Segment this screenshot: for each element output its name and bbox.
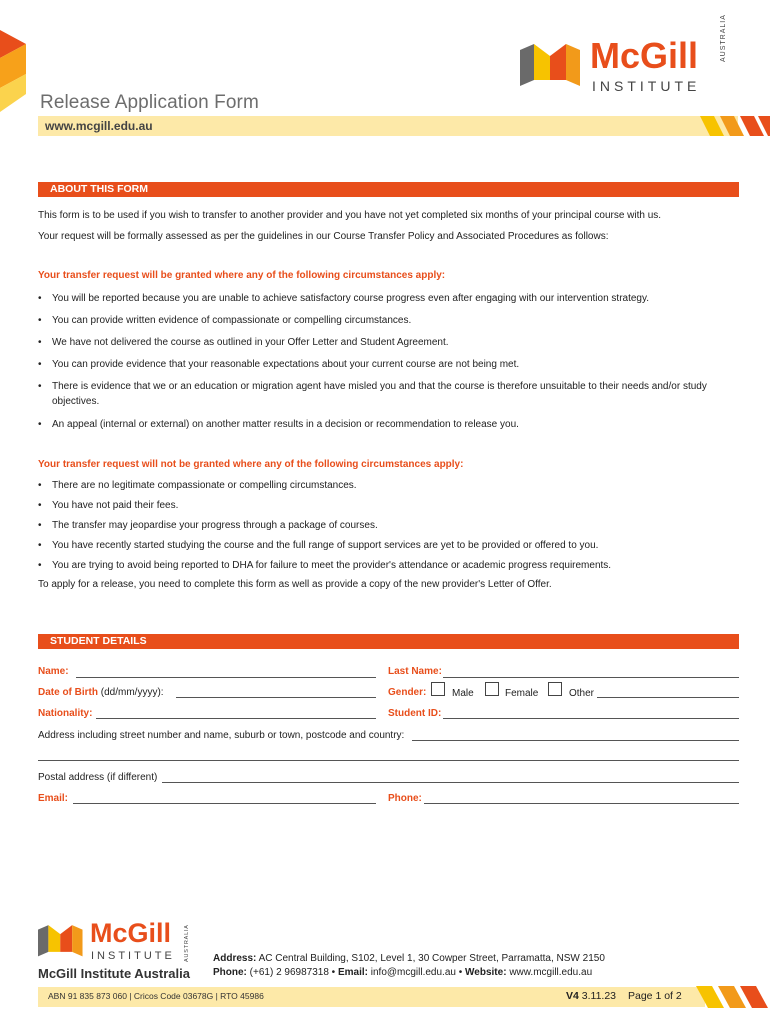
footer-address: Address: AC Central Building, S102, Level 1, 30 Cowper Street, Parramatta, NSW 2150 xyxy=(213,953,605,964)
footer-version-bar xyxy=(560,987,705,1007)
footer-logo xyxy=(38,918,198,966)
gender-female-label: Female xyxy=(505,688,539,699)
last-name-label: Last Name: xyxy=(388,666,442,677)
footer-contact: Phone: (+61) 2 96987318 • Email: info@mcgill.edu.au • Website: www.mcgill.edu.au xyxy=(213,967,593,978)
phone-label: Phone: xyxy=(388,793,422,804)
footer-abn-bar: ABN 91 835 873 060 | Cricos Code 03678G | RTO 45986 xyxy=(38,987,573,1007)
gender-other-checkbox[interactable] xyxy=(548,682,562,696)
logo-name: McGill xyxy=(590,35,699,76)
version-number: V4 xyxy=(566,990,579,1002)
address-field-line-2[interactable] xyxy=(38,760,739,761)
footer-website-link[interactable]: www.mcgill.edu.au xyxy=(509,967,593,978)
footer-org-name: McGill Institute Australia xyxy=(38,966,190,981)
gender-male-checkbox[interactable] xyxy=(431,682,445,696)
logo-country: AUSTRALIA xyxy=(720,14,727,62)
email-label: Email: xyxy=(38,793,69,804)
footer-logo-country: AUSTRALIA xyxy=(184,924,190,962)
email-field[interactable] xyxy=(73,803,376,804)
footer-logo-institute: INSTITUTE xyxy=(91,950,175,962)
website-banner xyxy=(38,116,738,136)
about-paragraph-1: This form is to be used if you wish to transfer to another provider and you have not yet completed six months of your principal course with us. xyxy=(38,210,662,221)
footer-email-link[interactable]: info@mcgill.edu.au xyxy=(370,967,456,978)
not-granted-heading: Your transfer request will not be granted where any of the following circumstances apply: xyxy=(38,459,464,470)
postal-address-field[interactable] xyxy=(162,782,739,783)
name-field[interactable] xyxy=(76,677,376,678)
dob-label: Date of Birth (dd/mm/yyyy): xyxy=(38,687,164,698)
website-link[interactable]: www.mcgill.edu.au xyxy=(45,119,153,133)
version-date: 3.11.23 xyxy=(581,990,617,1002)
about-section-header: ABOUT THIS FORM xyxy=(38,182,739,197)
logo-institute: INSTITUTE xyxy=(592,78,701,94)
postal-address-label: Postal address (if different) xyxy=(38,772,158,783)
student-section-header: STUDENT DETAILS xyxy=(38,634,739,649)
gender-male-label: Male xyxy=(452,688,474,699)
gender-other-label: Other xyxy=(569,688,595,699)
last-name-field[interactable] xyxy=(443,677,739,678)
student-id-field[interactable] xyxy=(443,718,739,719)
gender-other-field[interactable] xyxy=(597,697,739,698)
name-label: Name: xyxy=(38,666,69,677)
about-paragraph-2: Your request will be formally assessed as per the guidelines in our Course Transfer Policy and Associated Procedures as follows: xyxy=(38,231,609,242)
gender-female-checkbox[interactable] xyxy=(485,682,499,696)
nationality-label: Nationality: xyxy=(38,708,93,719)
dob-field[interactable] xyxy=(176,697,376,698)
granted-heading: Your transfer request will be granted where any of the following circumstances apply: xyxy=(38,270,446,281)
footer-stripes-decoration xyxy=(696,986,770,1008)
footer-logo-name: McGill xyxy=(90,918,172,948)
banner-stripes-decoration xyxy=(700,116,770,136)
page-number: Page 1 of 2 xyxy=(628,990,682,1002)
gender-label: Gender: xyxy=(388,687,427,698)
address-label: Address including street number and name, suburb or town, postcode and country: xyxy=(38,730,405,741)
closing-paragraph: To apply for a release, you need to complete this form as well as provide a copy of the new provider's Letter of Offer. xyxy=(38,579,552,590)
address-field[interactable] xyxy=(412,740,739,741)
form-title: Release Application Form xyxy=(40,92,259,113)
nationality-field[interactable] xyxy=(96,718,376,719)
logo-mark-icon xyxy=(520,40,582,88)
logo-mark-icon xyxy=(38,922,84,958)
student-id-label: Student ID: xyxy=(388,708,442,719)
header-logo xyxy=(520,14,750,98)
corner-decoration xyxy=(0,30,26,112)
phone-field[interactable] xyxy=(424,803,739,804)
